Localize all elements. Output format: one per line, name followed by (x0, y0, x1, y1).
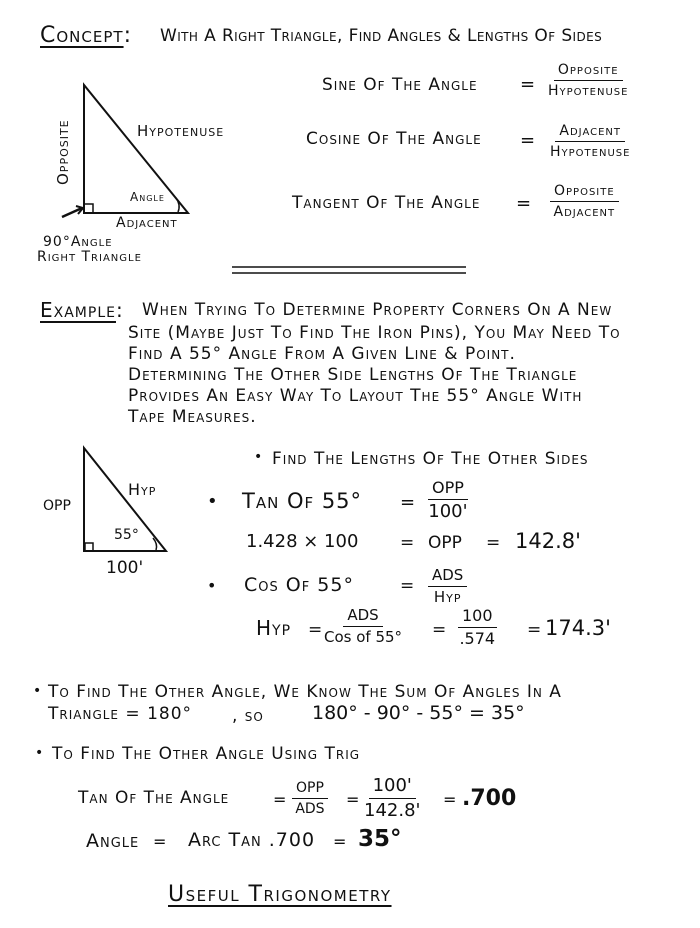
tan-angle-equals-2: = (346, 790, 360, 809)
tan-calc-result: 142.8' (515, 529, 581, 553)
hyp-calc-numerator-1: ADS (343, 608, 382, 627)
tan-calc-equals-1: = (400, 533, 415, 553)
arctan-expression: Arc Tan .700 (188, 829, 316, 851)
tangent-equals: = (516, 193, 532, 214)
tan-angle-equals-3: = (443, 790, 457, 809)
tan-angle-label: Tan Of The Angle (78, 788, 230, 808)
right-angle-note-2: Right Triangle (37, 249, 142, 265)
triangle1-opposite-label: Opposite (54, 119, 72, 185)
triangle2-adjacent-label: 100' (106, 558, 144, 578)
hyp-calc-fraction-2 (458, 608, 497, 647)
tan-angle-denominator-1: ADS (295, 801, 325, 817)
hyp-calc-equals-2: = (432, 620, 447, 640)
cosine-equals: = (520, 130, 536, 151)
tangent-denominator: Adjacent (553, 204, 616, 220)
triangle1-hypotenuse-label: Hypotenuse (137, 122, 225, 140)
hyp-calc-denominator-2: .574 (459, 629, 496, 648)
sine-numerator: Opposite (554, 63, 623, 81)
example-line-1: When Trying To Determine Property Corners On A New (142, 300, 613, 320)
tangent-numerator: Opposite (550, 184, 619, 202)
tan55-equals: = (400, 492, 416, 513)
trig-bullet: • (35, 745, 44, 761)
triangle2-opp-label: OPP (43, 498, 71, 514)
example-line-3: Find A 55° Angle From A Given Line & Point. (128, 344, 516, 364)
tangent-fraction (550, 184, 619, 219)
tangent-label: Tangent Of The Angle (292, 193, 481, 213)
cos55-denominator: Hyp (433, 588, 462, 606)
footer-title: Useful Trigonometry (168, 882, 392, 907)
tan-angle-numerator-1: OPP (292, 781, 328, 799)
sine-equals: = (520, 74, 536, 95)
triangle1-angle-label: Angle (130, 190, 165, 204)
hyp-calc-fraction-1 (324, 608, 402, 645)
other-angle-line-2b: , so (232, 706, 264, 726)
example-label: Example (40, 298, 116, 322)
trig-heading: To Find The Other Angle Using Trig (52, 744, 361, 764)
tan-angle-equals-1: = (273, 790, 287, 809)
cosine-numerator: Adjacent (555, 124, 625, 142)
cos55-equals: = (400, 576, 415, 596)
right-angle-note-1: 90°Angle (43, 234, 113, 250)
angle-label: Angle (86, 830, 140, 852)
hyp-calc-numerator-2: 100 (458, 608, 497, 628)
hyp-calc-denominator-1: Cos of 55° (324, 628, 403, 646)
hyp-calc-result: 174.3' (545, 616, 611, 640)
separator-rule (232, 267, 466, 273)
tan-angle-denominator-2: 142.8' (364, 800, 421, 821)
example-line-4: Determining The Other Side Lengths Of The Triangle (128, 365, 578, 385)
tan-angle-result: .700 (462, 786, 517, 811)
tan-angle-fraction-2 (364, 777, 420, 820)
triangle-1 (62, 85, 188, 217)
hyp-calc-equals-1: = (308, 620, 323, 640)
tan-calc-opp: OPP (428, 533, 462, 553)
cos55-label: Cos Of 55° (244, 574, 354, 596)
tan-angle-numerator-2: 100' (369, 777, 416, 799)
cos55-numerator: ADS (428, 568, 467, 587)
sine-label: Sine Of The Angle (322, 75, 478, 95)
solution-heading: Find The Lengths Of The Other Sides (272, 449, 589, 469)
tan55-label: Tan Of 55° (242, 489, 363, 513)
tan-angle-fraction-1 (292, 781, 328, 816)
concept-colon: : (123, 23, 132, 48)
tan55-fraction (428, 480, 468, 521)
tan55-numerator: OPP (428, 480, 468, 500)
solution-bullet-3: • (207, 576, 217, 595)
solution-bullet-2: • (207, 491, 218, 512)
other-angle-line-2a: Triangle = 180° (48, 704, 193, 724)
angle-equals-2: = (333, 832, 347, 851)
other-angle-line-1: To Find The Other Angle, We Know The Sum Of Angles In A (48, 682, 562, 702)
example-line-2: Site (Maybe Just To Find The Iron Pins), You May Need To (128, 323, 621, 343)
concept-text: With A Right Triangle, Find Angles & Lengths Of Sides (160, 26, 603, 46)
tan-calc-lhs: 1.428 × 100 (246, 531, 359, 552)
cos55-fraction (428, 568, 467, 605)
tan55-denominator: 100' (428, 501, 468, 522)
other-angle-line-2c: 180° - 90° - 55° = 35° (312, 702, 525, 724)
hyp-calc-equals-3: = (527, 620, 542, 640)
other-angle-bullet: • (33, 683, 42, 699)
concept-label: Concept (40, 23, 124, 48)
cosine-label: Cosine Of The Angle (306, 129, 482, 149)
sine-fraction (548, 63, 628, 98)
example-colon: : (115, 298, 124, 322)
cosine-fraction (550, 124, 630, 159)
example-line-5: Provides An Easy Way To Layout The 55° Angle With (128, 386, 583, 406)
triangle1-adjacent-label: Adjacent (116, 215, 178, 231)
cosine-denominator: Hypotenuse (550, 144, 631, 160)
hyp-calc-lhs: Hyp (256, 616, 292, 640)
triangle2-hyp-label: Hyp (128, 480, 157, 499)
angle-result: 35° (358, 826, 402, 852)
angle-equals-1: = (153, 832, 167, 851)
tan-calc-equals-2: = (486, 533, 501, 553)
example-line-6: Tape Measures. (128, 407, 257, 427)
triangle2-angle-label: 55° (114, 527, 139, 543)
sine-denominator: Hypotenuse (548, 83, 629, 99)
solution-bullet-1: • (254, 449, 263, 465)
